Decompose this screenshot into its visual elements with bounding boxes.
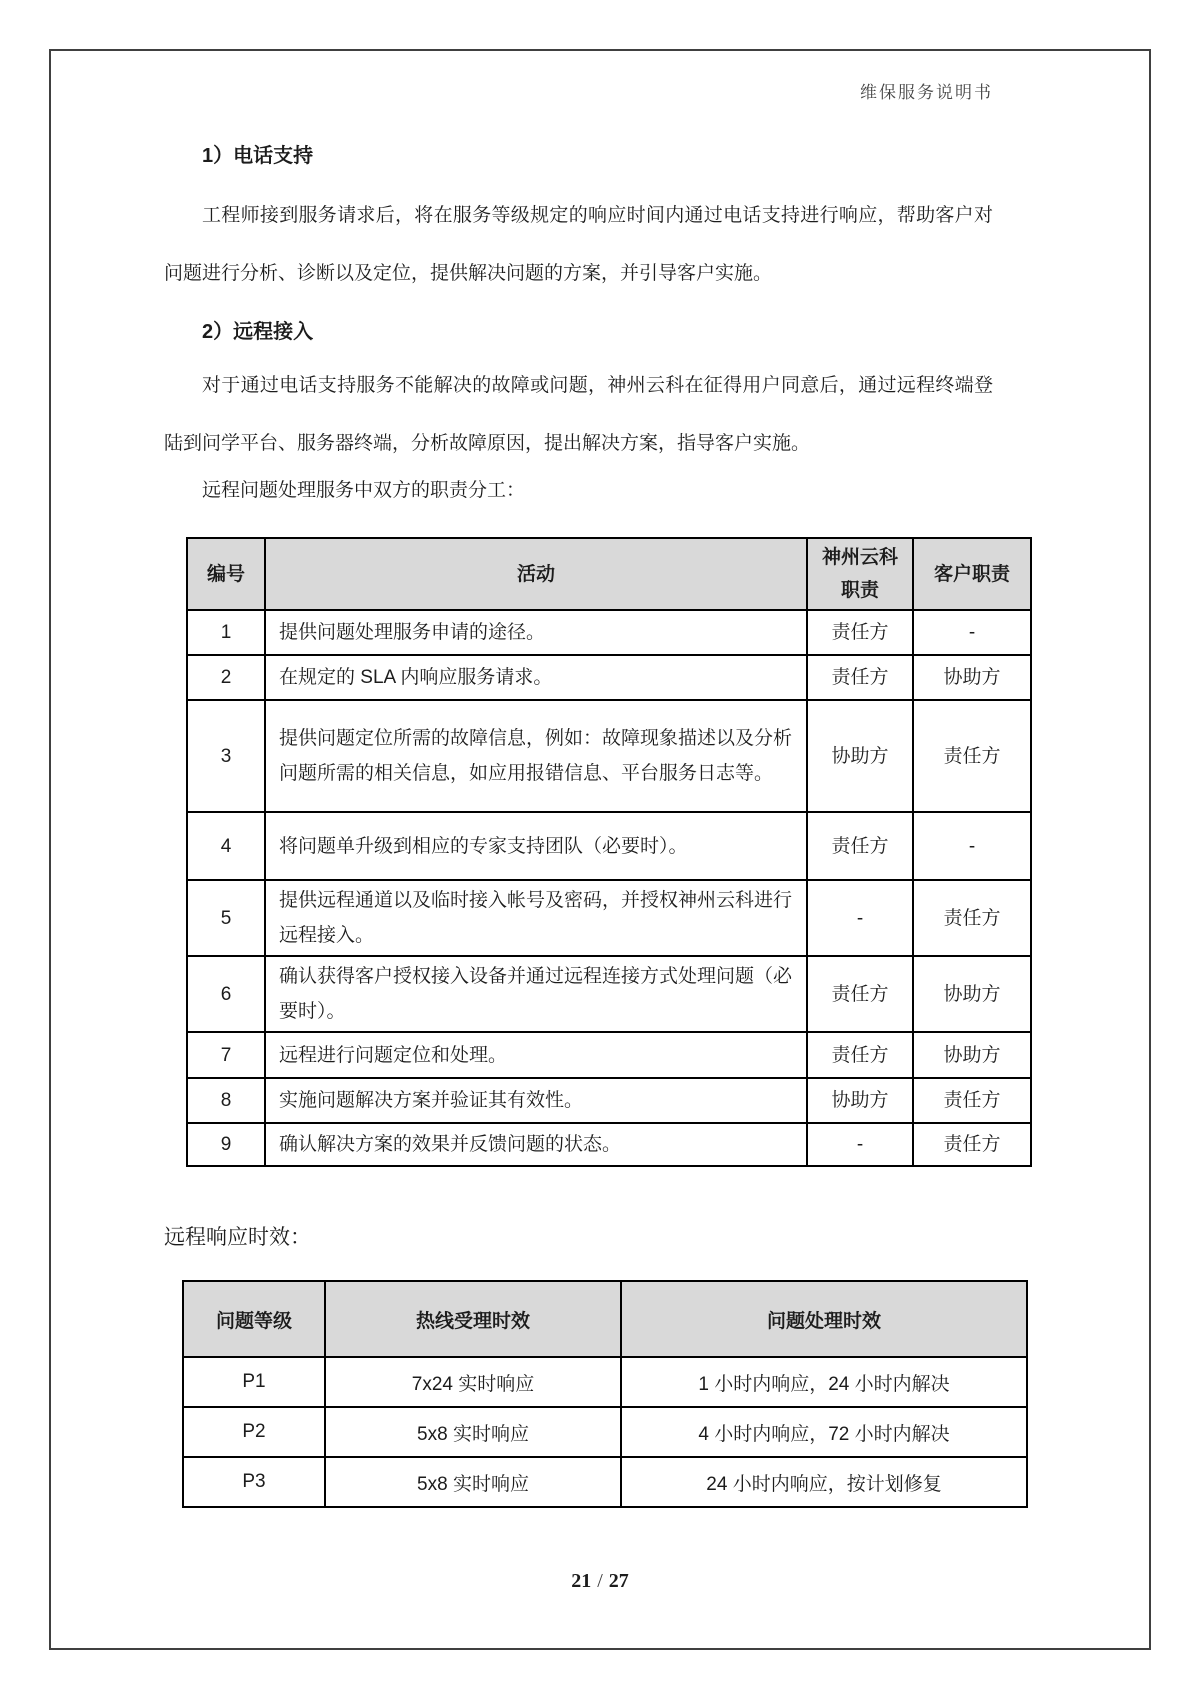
cell-number: 1 [187, 610, 265, 655]
cell-customer-duty: 协助方 [913, 956, 1031, 1032]
cell-number: 4 [187, 812, 265, 880]
cell-activity: 提供问题定位所需的故障信息，例如：故障现象描述以及分析问题所需的相关信息，如应用报错信息、平台服务日志等。 [265, 700, 807, 812]
cell-vendor-duty: 责任方 [807, 1032, 913, 1078]
duty-table-intro: 远程问题处理服务中双方的职责分工： [202, 480, 526, 501]
cell-vendor-duty: 责任方 [807, 812, 913, 880]
cell-activity: 确认解决方案的效果并反馈问题的状态。 [265, 1123, 807, 1166]
cell-customer-duty: - [913, 812, 1031, 880]
cell-vendor-duty: 责任方 [807, 956, 913, 1032]
duty-row-5 [187, 880, 1031, 956]
cell-number: 6 [187, 956, 265, 1032]
col-header-vendor-duty [807, 538, 913, 610]
cell-vendor-duty: 责任方 [807, 655, 913, 700]
cell-hotline: 5x8 实时响应 [325, 1457, 621, 1507]
cell-customer-duty: 协助方 [913, 655, 1031, 700]
cell-customer-duty: 责任方 [913, 880, 1031, 956]
cell-customer-duty: 协助方 [913, 1032, 1031, 1078]
sla-row-p1 [183, 1357, 1027, 1407]
col-header-activity: 活动 [265, 538, 807, 610]
cell-number: 5 [187, 880, 265, 956]
duty-row-8 [187, 1078, 1031, 1123]
cell-activity: 提供远程通道以及临时接入帐号及密码，并授权神州云科进行远程接入。 [265, 880, 807, 956]
duty-row-6 [187, 956, 1031, 1032]
section-heading-remote-access: 2）远程接入 [202, 321, 314, 343]
sla-table-header-row [183, 1281, 1027, 1357]
sla-table-title: 远程响应时效： [164, 1226, 311, 1249]
sla-row-p3 [183, 1457, 1027, 1507]
sla-table [182, 1280, 1028, 1508]
cell-vendor-duty: 责任方 [807, 610, 913, 655]
vendor-header-line2: 职责 [840, 580, 879, 601]
cell-activity: 在规定的 SLA 内响应服务请求。 [265, 655, 807, 700]
duty-row-2 [187, 655, 1031, 700]
page-number [51, 1570, 1149, 1593]
cell-customer-duty: 责任方 [913, 1078, 1031, 1123]
cell-number: 7 [187, 1032, 265, 1078]
cell-hotline: 7x24 实时响应 [325, 1357, 621, 1407]
cell-handling: 4 小时内响应，72 小时内解决 [621, 1407, 1027, 1457]
cell-handling: 24 小时内响应，按计划修复 [621, 1457, 1027, 1507]
page-border-frame [49, 49, 1151, 1650]
cell-customer-duty: - [913, 610, 1031, 655]
cell-customer-duty: 责任方 [913, 700, 1031, 812]
sla-row-p2 [183, 1407, 1027, 1457]
cell-activity: 远程进行问题定位和处理。 [265, 1032, 807, 1078]
paragraph-phone-support: 工程师接到服务请求后，将在服务等级规定的响应时间内通过电话支持进行响应，帮助客户对问题进行分析、诊断以及定位，提供解决问题的方案，并引导客户实施。 [164, 205, 993, 284]
page-number-total: 27 [608, 1570, 629, 1592]
cell-level: P2 [183, 1407, 325, 1457]
cell-vendor-duty: 协助方 [807, 1078, 913, 1123]
cell-vendor-duty: - [807, 880, 913, 956]
duty-table [186, 537, 1032, 1167]
cell-number: 9 [187, 1123, 265, 1166]
paragraph-remote-access: 对于通过电话支持服务不能解决的故障或问题，神州云科在征得用户同意后，通过远程终端登陆到问学平台、服务器终端，分析故障原因，提出解决方案，指导客户实施。 [164, 375, 993, 454]
col-header-number: 编号 [187, 538, 265, 610]
section-heading-phone-support: 1）电话支持 [202, 145, 314, 167]
cell-level: P1 [183, 1357, 325, 1407]
cell-activity: 将问题单升级到相应的专家支持团队（必要时）。 [265, 812, 807, 880]
cell-activity: 确认获得客户授权接入设备并通过远程连接方式处理问题（必要时）。 [265, 956, 807, 1032]
duty-row-9 [187, 1123, 1031, 1166]
document-header-title: 维保服务说明书 [860, 83, 993, 102]
cell-activity: 提供问题处理服务申请的途径。 [265, 610, 807, 655]
cell-activity: 实施问题解决方案并验证其有效性。 [265, 1078, 807, 1123]
cell-handling: 1 小时内响应，24 小时内解决 [621, 1357, 1027, 1407]
cell-level: P3 [183, 1457, 325, 1507]
duty-table-header-row [187, 538, 1031, 610]
col-header-problem-handling: 问题处理时效 [621, 1281, 1027, 1357]
duty-row-7 [187, 1032, 1031, 1078]
cell-customer-duty: 责任方 [913, 1123, 1031, 1166]
cell-vendor-duty: - [807, 1123, 913, 1166]
cell-hotline: 5x8 实时响应 [325, 1407, 621, 1457]
vendor-header-line1: 神州云科 [821, 547, 898, 568]
cell-number: 2 [187, 655, 265, 700]
duty-row-1 [187, 610, 1031, 655]
col-header-customer-duty: 客户职责 [913, 538, 1031, 610]
duty-row-3 [187, 700, 1031, 812]
col-header-hotline-response: 热线受理时效 [325, 1281, 621, 1357]
cell-number: 3 [187, 700, 265, 812]
page-number-separator: / [597, 1570, 603, 1592]
col-header-problem-level: 问题等级 [183, 1281, 325, 1357]
duty-row-4 [187, 812, 1031, 880]
cell-number: 8 [187, 1078, 265, 1123]
page-number-current: 21 [571, 1570, 592, 1592]
cell-vendor-duty: 协助方 [807, 700, 913, 812]
